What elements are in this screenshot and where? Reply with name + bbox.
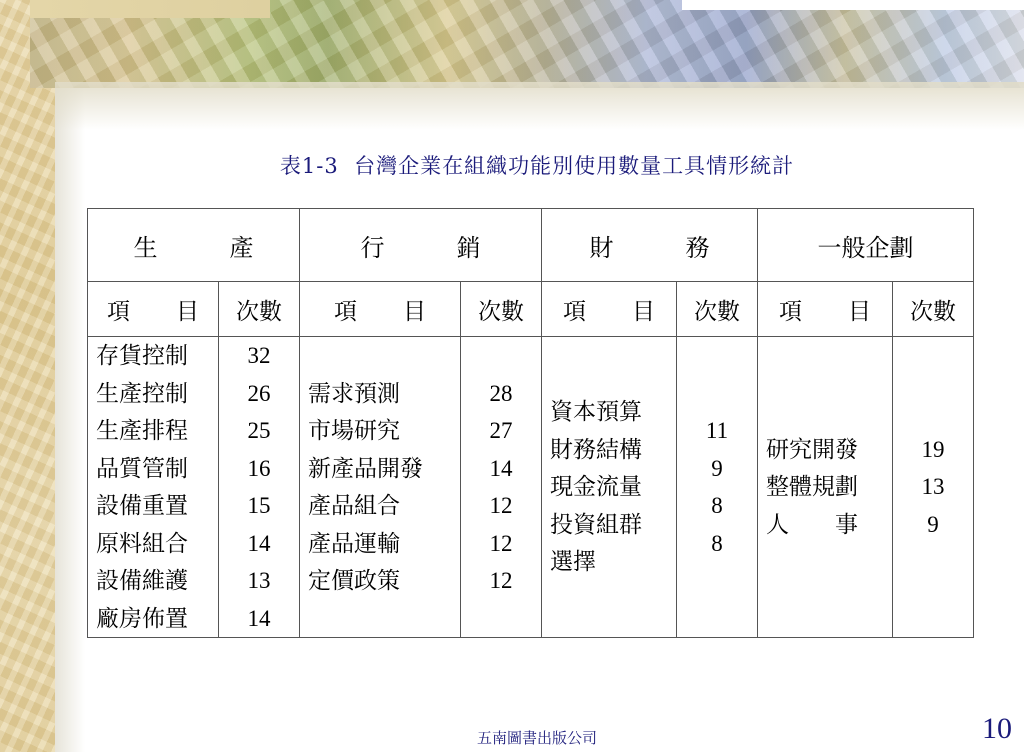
category-production: 生 產 (88, 209, 300, 282)
production-items-cell (88, 337, 219, 638)
tool-item: 需求預測 (308, 380, 400, 406)
subheader-row (88, 282, 974, 337)
finance-items-cell (542, 337, 677, 638)
count-header: 次數 (219, 282, 300, 337)
tool-item: 設備維護 (96, 568, 188, 593)
tool-count: 32 (247, 343, 271, 368)
statistics-table (87, 208, 974, 638)
tool-item: 市場研究 (308, 418, 400, 443)
production-counts-cell (219, 337, 300, 638)
item-header: 項 目 (758, 282, 893, 337)
tool-count: 9 (927, 511, 939, 537)
decorative-banner-edge-right (682, 0, 1024, 10)
tool-item: 廠房佈置 (96, 605, 188, 631)
tool-count: 26 (247, 380, 271, 406)
count-header: 次數 (677, 282, 758, 337)
tool-item: 財務結構 (550, 436, 642, 462)
tool-count: 8 (711, 530, 723, 556)
tool-count: 11 (705, 418, 729, 443)
planning-items-cell (758, 337, 893, 638)
tool-item: 品質管制 (96, 455, 188, 481)
tool-item: 選擇 (550, 549, 596, 575)
tool-count: 19 (921, 436, 945, 462)
decorative-banner-edge (30, 0, 270, 18)
marketing-counts-cell (461, 337, 542, 638)
item-header: 項 目 (300, 282, 461, 337)
tool-count: 16 (247, 455, 271, 481)
tool-count: 13 (247, 568, 271, 593)
tool-item: 產品運輸 (308, 530, 400, 556)
tool-item: 存貨控制 (96, 343, 188, 368)
count-header: 次數 (893, 282, 974, 337)
category-header-row (88, 209, 974, 282)
tool-count: 14 (247, 530, 271, 556)
tool-count: 9 (711, 455, 723, 481)
tool-item: 生產排程 (96, 418, 188, 443)
tool-count: 14 (247, 605, 271, 631)
tool-item: 資本預算 (550, 399, 642, 425)
tool-count: 25 (247, 418, 271, 443)
tool-item: 生產控制 (96, 380, 188, 406)
marketing-items-cell (300, 337, 461, 638)
category-marketing: 行 銷 (300, 209, 542, 282)
page-number: 10 (982, 712, 1012, 745)
tool-item: 人 事 (766, 511, 858, 537)
tool-count: 13 (921, 474, 945, 500)
decorative-banner-fade (55, 82, 1024, 130)
publisher-footer: 五南圖書出版公司 (476, 729, 597, 747)
tool-item: 定價政策 (308, 568, 400, 593)
tool-item: 現金流量 (550, 474, 642, 500)
decorative-parchment-strip (0, 0, 55, 752)
finance-counts-cell (677, 337, 758, 638)
tool-item: 產品組合 (308, 493, 400, 518)
tool-item: 研究開發 (766, 436, 858, 462)
tool-count: 12 (489, 493, 513, 518)
tool-item: 整體規劃 (766, 474, 858, 500)
tool-count: 12 (489, 530, 513, 556)
tool-count: 28 (489, 380, 513, 406)
tool-count: 8 (711, 493, 723, 518)
category-general-planning: 一般企劃 (758, 209, 974, 282)
tool-item: 新產品開發 (308, 455, 423, 481)
tool-item: 原料組合 (96, 530, 188, 556)
tool-item: 投資組群 (550, 511, 642, 537)
count-header: 次數 (461, 282, 542, 337)
item-header: 項 目 (88, 282, 219, 337)
item-header: 項 目 (542, 282, 677, 337)
tool-item: 設備重置 (96, 493, 188, 518)
tool-count: 15 (247, 493, 271, 518)
planning-counts-cell (893, 337, 974, 638)
tool-count: 12 (489, 568, 513, 593)
data-row (88, 337, 974, 638)
tool-count: 27 (489, 418, 513, 443)
category-finance: 財 務 (542, 209, 758, 282)
tool-count: 14 (489, 455, 513, 481)
slide-title: 表1-3 台灣企業在組織功能別使用數量工具情形統計 (279, 154, 795, 178)
